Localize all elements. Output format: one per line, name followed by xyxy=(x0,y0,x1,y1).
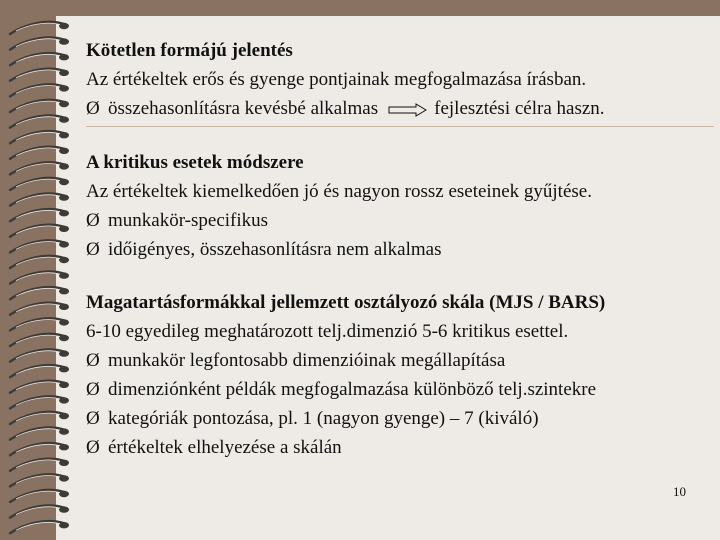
list-item-text: értékeltek elhelyezése a skálán xyxy=(108,437,342,458)
list-item-text: munkakör legfontosabb dimenzióinak megállapítása xyxy=(108,350,506,371)
bullet-arrow-icon: Ø xyxy=(86,408,100,429)
spiral-binding-icon xyxy=(0,0,80,540)
bullet-text-left: összehasonlításra kevésbé alkalmas xyxy=(108,98,379,119)
section-description: Az értékeltek erős és gyenge pontjainak megfogalmazása írásban. xyxy=(86,69,587,90)
section-description: 6-10 egyedileg meghatározott telj.dimenzió 5-6 kritikus esettel. xyxy=(86,321,569,342)
list-item xyxy=(86,235,706,264)
bullet-arrow-icon: Ø xyxy=(86,437,100,458)
list-item xyxy=(86,375,706,404)
list-item-text: munkakör-specifikus xyxy=(108,210,269,231)
list-item xyxy=(86,346,706,375)
list-item-text: időigényes, összehasonlításra nem alkalmas xyxy=(108,239,442,260)
section-free-form-report xyxy=(86,36,706,123)
list-item-text: kategóriák pontozása, pl. 1 (nagyon gyenge) – 7 (kiváló) xyxy=(108,408,539,429)
section-description: Az értékeltek kiemelkedően jó és nagyon rossz eseteinek gyűjtése. xyxy=(86,181,592,202)
list-item xyxy=(86,433,706,462)
list-item xyxy=(86,94,706,123)
page-number: 10 xyxy=(673,484,686,499)
section-title: A kritikus esetek módszere xyxy=(86,152,304,173)
bullet-arrow-icon: Ø xyxy=(86,210,100,231)
section-critical-incidents xyxy=(86,148,706,264)
list-item-text: dimenziónként példák megfogalmazása különböző telj.szintekre xyxy=(108,379,597,400)
bullet-arrow-icon: Ø xyxy=(86,379,100,400)
list-item xyxy=(86,404,706,433)
bullet-arrow-icon: Ø xyxy=(86,239,100,260)
section-divider xyxy=(86,126,714,127)
bullet-arrow-icon: Ø xyxy=(86,98,100,119)
bullet-arrow-icon: Ø xyxy=(86,350,100,371)
section-title: Kötetlen formájú jelentés xyxy=(86,40,293,61)
list-item xyxy=(86,206,706,235)
section-bars-scale xyxy=(86,288,706,462)
bullet-text-right: fejlesztési célra haszn. xyxy=(434,98,605,119)
right-arrow-icon xyxy=(388,103,428,117)
section-title: Magatartásformákkal jellemzett osztályozó skála (MJS / BARS) xyxy=(86,292,606,313)
